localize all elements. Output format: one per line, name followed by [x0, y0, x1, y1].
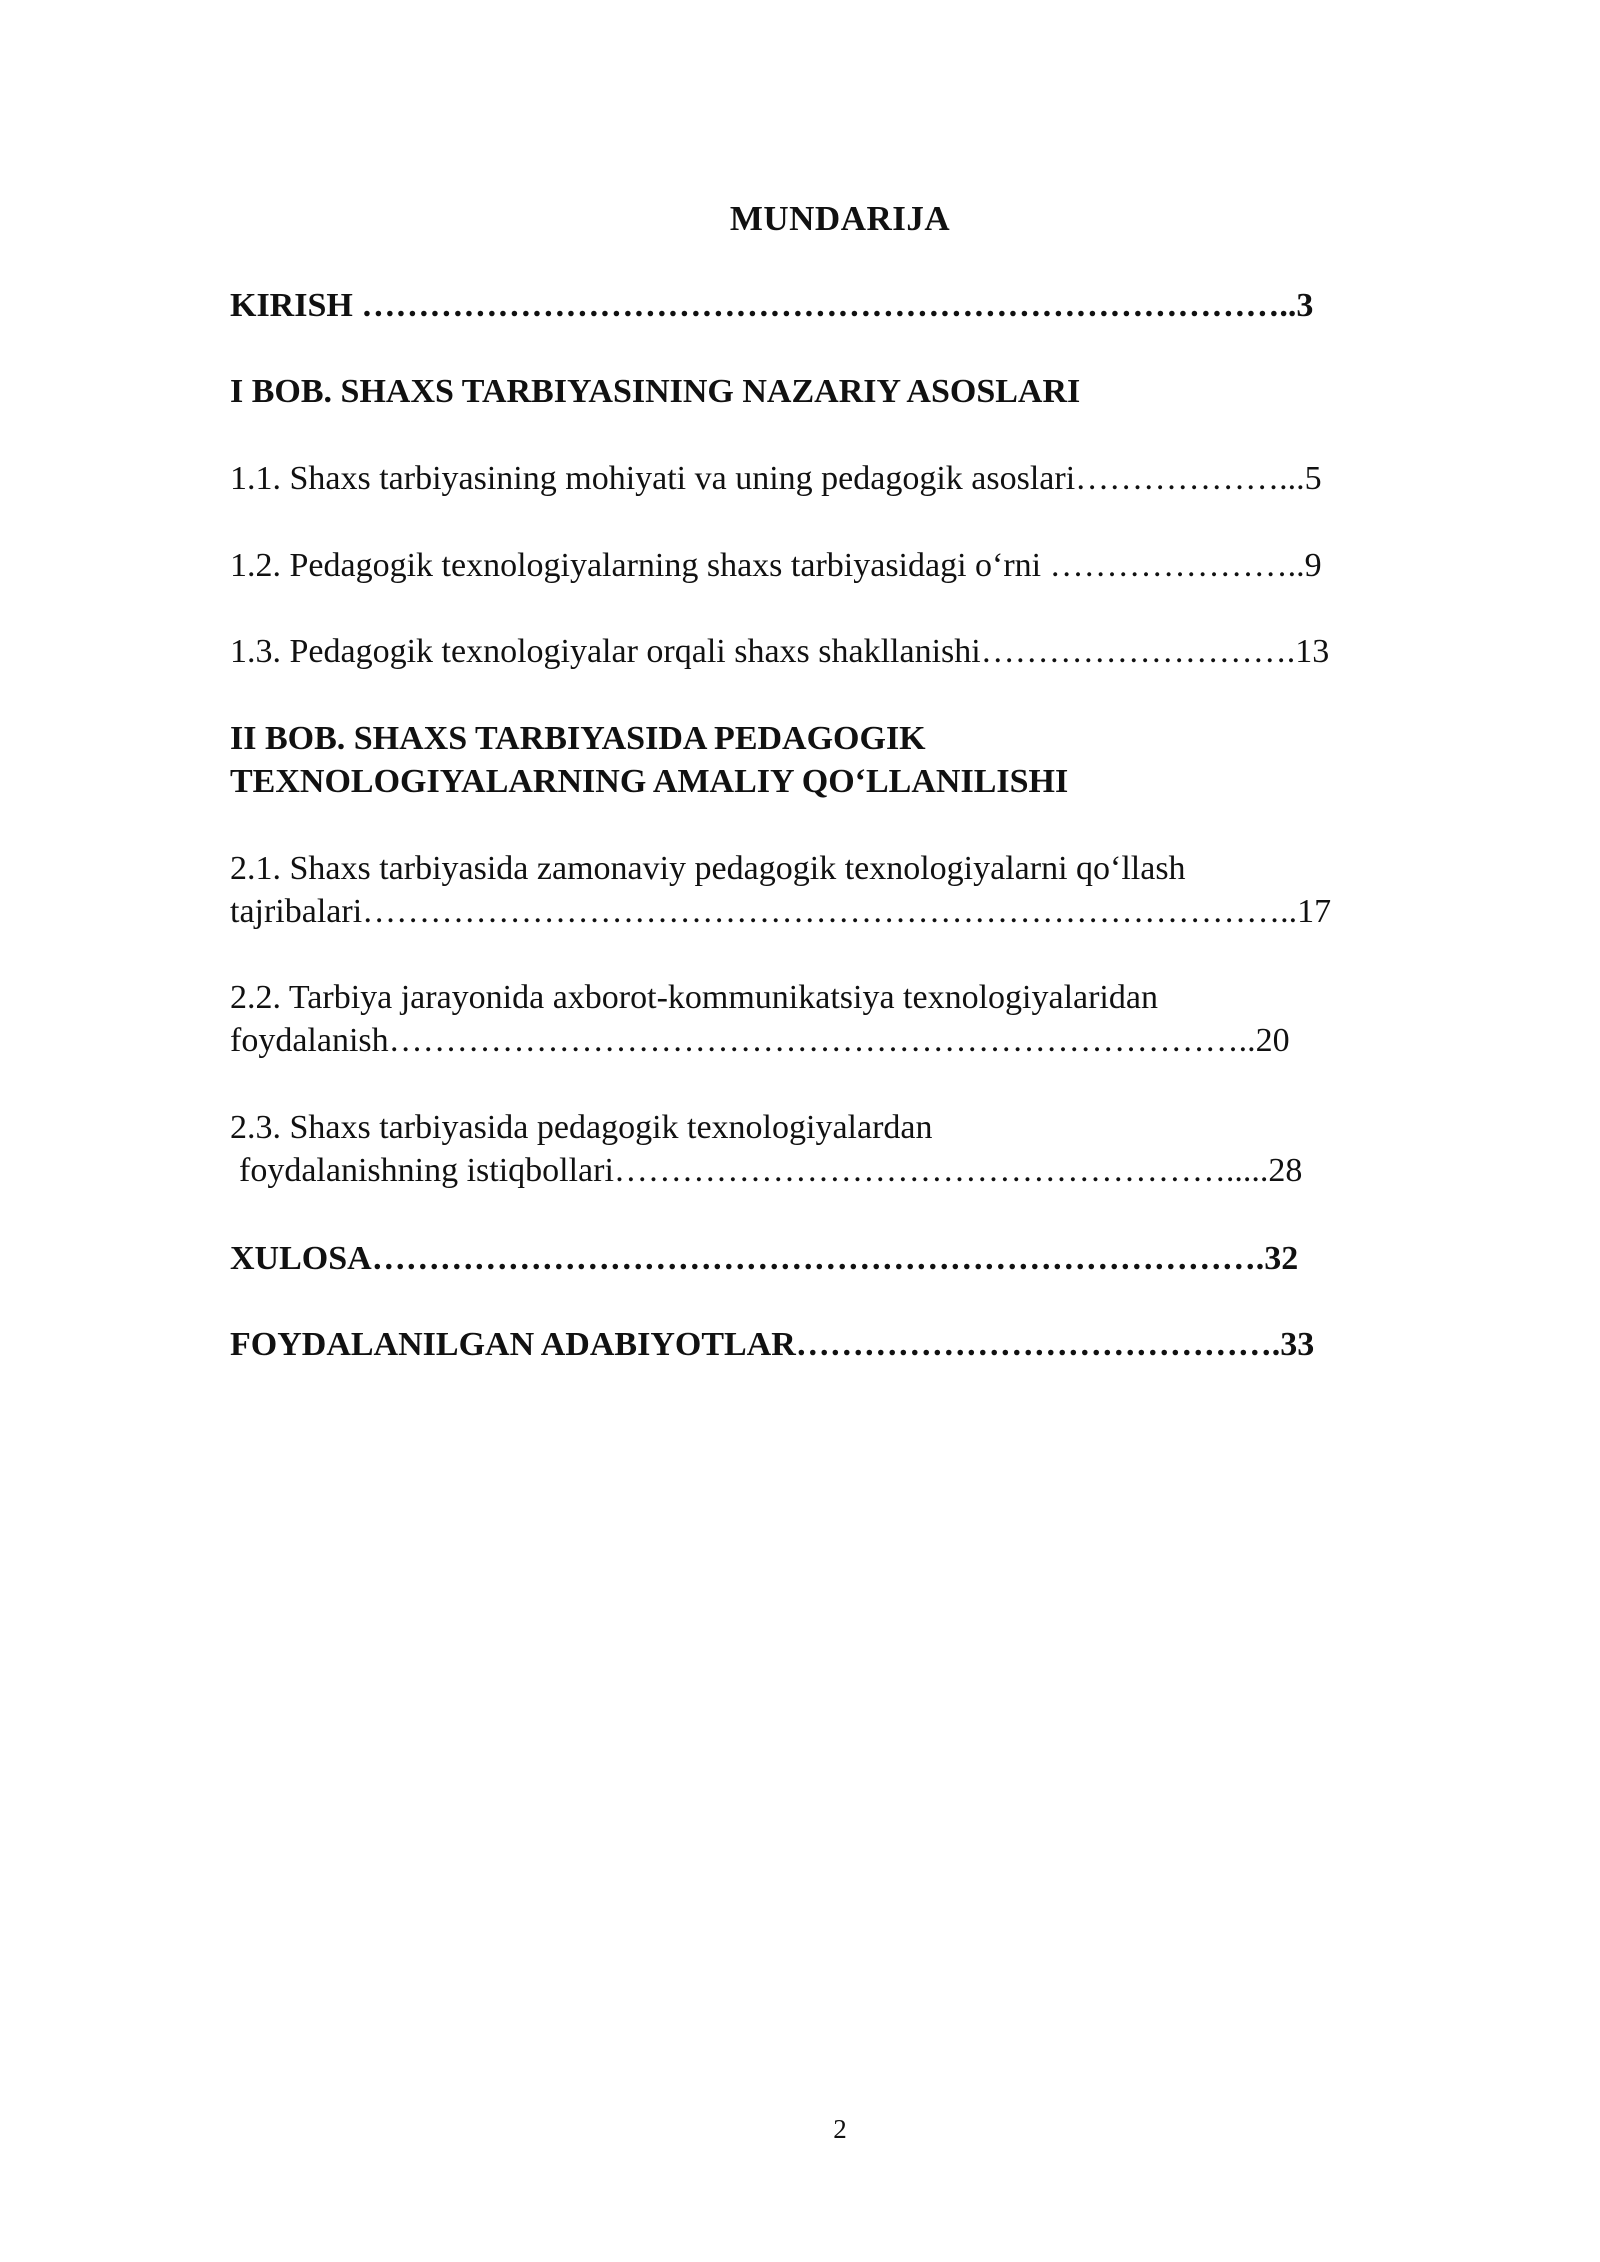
toc-entry-line: 2.1. Shaxs tarbiyasida zamonaviy pedagogik texnologiyalarni qo‘llash — [230, 850, 1186, 887]
page-number: 2 — [833, 2114, 847, 2144]
toc-entry-bibliography — [230, 1323, 1450, 1366]
toc-entry-line: KIRISH ………………………………………………………………………..3 — [230, 287, 1314, 324]
toc-entry-line: XULOSA…………………………………………………………………….32 — [230, 1240, 1299, 1277]
toc-entry-line: tajribalari………………………………………………………………………..17 — [230, 893, 1332, 930]
toc-entry-line: foydalanish…………………………………………………………………..20 — [230, 1022, 1290, 1059]
toc-entry-1-1 — [230, 457, 1450, 500]
toc-entry-chapter-1 — [230, 370, 1450, 413]
toc-entry-1-3 — [230, 630, 1450, 673]
toc-entry-chapter-2 — [230, 717, 1450, 803]
toc-entry-2-3 — [230, 1106, 1450, 1192]
toc-entry-line: 2.3. Shaxs tarbiyasida pedagogik texnologiyalardan — [230, 1109, 933, 1146]
toc-entry-line: 1.3. Pedagogik texnologiyalar orqali shaxs shakllanishi……………………….13 — [230, 633, 1330, 670]
toc-entry-xulosa — [230, 1237, 1450, 1280]
toc-entry-line: I BOB. SHAXS TARBIYASINING NAZARIY ASOSLARI — [230, 373, 1081, 410]
toc-entry-line: 2.2. Tarbiya jarayonida axborot-kommunikatsiya texnologiyalaridan — [230, 979, 1158, 1016]
toc-entry-line: FOYDALANILGAN ADABIYOTLAR…………………………………….33 — [230, 1326, 1315, 1363]
toc-entry-line: TEXNOLOGIYALARNING AMALIY QO‘LLANILISHI — [230, 763, 1069, 800]
toc-entry-1-2 — [230, 544, 1450, 587]
toc-entry-line: II BOB. SHAXS TARBIYASIDA PEDAGOGIK — [230, 720, 926, 757]
toc-entry-line: 1.2. Pedagogik texnologiyalarning shaxs tarbiyasidagi o‘rni …………………..9 — [230, 547, 1322, 584]
toc-title: MUNDARIJA — [729, 199, 951, 238]
toc-entry-line: foydalanishning istiqbollari……………………………………………….....28 — [239, 1152, 1303, 1189]
toc-entry-kirish — [230, 284, 1450, 327]
toc-entry-line: 1.1. Shaxs tarbiyasining mohiyati va uning pedagogik asoslari………………...5 — [230, 460, 1322, 497]
toc-entry-2-2 — [230, 976, 1450, 1062]
toc-entry-2-1 — [230, 847, 1450, 933]
